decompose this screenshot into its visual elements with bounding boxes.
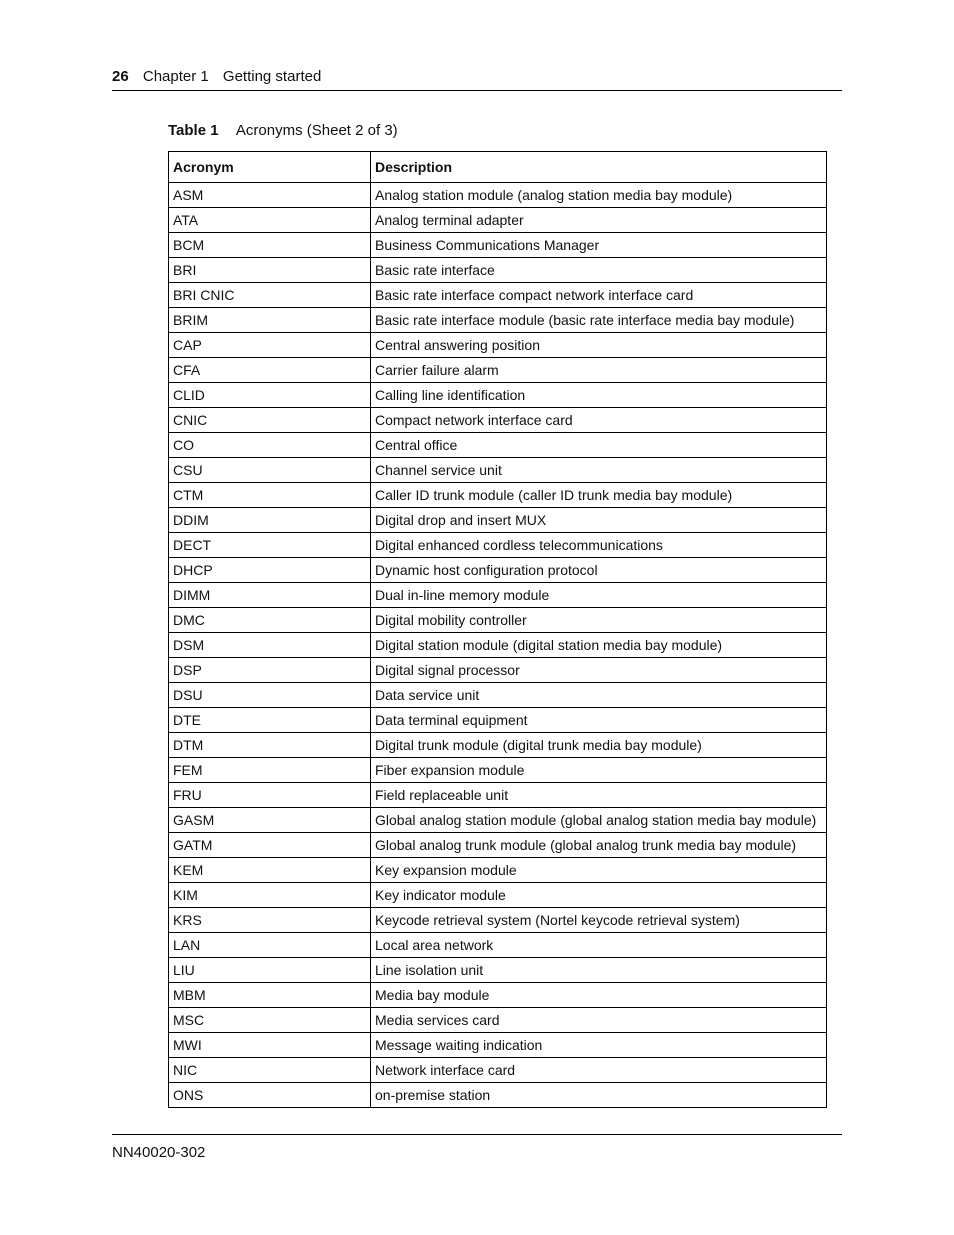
description-cell: Analog terminal adapter xyxy=(371,208,827,233)
table-label: Table 1 xyxy=(168,122,219,139)
acronym-cell: GATM xyxy=(169,833,371,858)
description-cell: Line isolation unit xyxy=(371,958,827,983)
acronym-cell: KIM xyxy=(169,883,371,908)
table-row xyxy=(169,358,827,383)
description-cell: Data service unit xyxy=(371,683,827,708)
table-row xyxy=(169,983,827,1008)
acronym-cell: FEM xyxy=(169,758,371,783)
description-cell: Channel service unit xyxy=(371,458,827,483)
acronym-cell: GASM xyxy=(169,808,371,833)
table-row xyxy=(169,258,827,283)
table-row xyxy=(169,783,827,808)
acronym-cell: DHCP xyxy=(169,558,371,583)
description-cell: Analog station module (analog station media bay module) xyxy=(371,183,827,208)
table-row xyxy=(169,1058,827,1083)
table-row xyxy=(169,858,827,883)
table-row xyxy=(169,533,827,558)
table-header-row xyxy=(169,152,827,183)
description-cell: Compact network interface card xyxy=(371,408,827,433)
acronym-cell: DSM xyxy=(169,633,371,658)
acronym-cell: MBM xyxy=(169,983,371,1008)
description-cell: Key expansion module xyxy=(371,858,827,883)
acronyms-table xyxy=(168,151,827,1108)
description-cell: Media services card xyxy=(371,1008,827,1033)
description-cell: on-premise station xyxy=(371,1083,827,1108)
acronym-cell: ATA xyxy=(169,208,371,233)
description-cell: Calling line identification xyxy=(371,383,827,408)
description-cell: Dynamic host configuration protocol xyxy=(371,558,827,583)
description-cell: Data terminal equipment xyxy=(371,708,827,733)
description-cell: Central answering position xyxy=(371,333,827,358)
table-row xyxy=(169,708,827,733)
acronym-cell: DTE xyxy=(169,708,371,733)
description-cell: Digital trunk module (digital trunk media bay module) xyxy=(371,733,827,758)
column-header-description: Description xyxy=(371,152,827,183)
acronym-cell: DECT xyxy=(169,533,371,558)
description-cell: Field replaceable unit xyxy=(371,783,827,808)
acronym-cell: NIC xyxy=(169,1058,371,1083)
table-row xyxy=(169,958,827,983)
table-row xyxy=(169,833,827,858)
table-row xyxy=(169,183,827,208)
table-body xyxy=(169,183,827,1108)
description-cell: Basic rate interface xyxy=(371,258,827,283)
description-cell: Digital signal processor xyxy=(371,658,827,683)
description-cell: Network interface card xyxy=(371,1058,827,1083)
description-cell: Global analog trunk module (global analog trunk media bay module) xyxy=(371,833,827,858)
page-number: 26 xyxy=(112,68,129,85)
table-row xyxy=(169,408,827,433)
table-row xyxy=(169,733,827,758)
table-row xyxy=(169,883,827,908)
table-row xyxy=(169,758,827,783)
table-row xyxy=(169,433,827,458)
acronym-cell: CO xyxy=(169,433,371,458)
description-cell: Dual in-line memory module xyxy=(371,583,827,608)
acronym-cell: ONS xyxy=(169,1083,371,1108)
description-cell: Digital mobility controller xyxy=(371,608,827,633)
acronym-cell: FRU xyxy=(169,783,371,808)
description-cell: Digital drop and insert MUX xyxy=(371,508,827,533)
table-row xyxy=(169,1008,827,1033)
acronym-cell: CNIC xyxy=(169,408,371,433)
description-cell: Key indicator module xyxy=(371,883,827,908)
description-cell: Carrier failure alarm xyxy=(371,358,827,383)
table-caption xyxy=(168,122,398,139)
table-row xyxy=(169,808,827,833)
acronym-cell: DSU xyxy=(169,683,371,708)
table-row xyxy=(169,633,827,658)
acronym-cell: BRI xyxy=(169,258,371,283)
table-row xyxy=(169,1033,827,1058)
description-cell: Basic rate interface compact network interface card xyxy=(371,283,827,308)
acronym-cell: BRI CNIC xyxy=(169,283,371,308)
description-cell: Local area network xyxy=(371,933,827,958)
table-row xyxy=(169,283,827,308)
acronym-cell: ASM xyxy=(169,183,371,208)
table-row xyxy=(169,1083,827,1108)
table-row xyxy=(169,933,827,958)
acronym-cell: CLID xyxy=(169,383,371,408)
acronym-cell: DDIM xyxy=(169,508,371,533)
acronym-cell: CFA xyxy=(169,358,371,383)
acronym-cell: KRS xyxy=(169,908,371,933)
description-cell: Message waiting indication xyxy=(371,1033,827,1058)
description-cell: Keycode retrieval system (Nortel keycode retrieval system) xyxy=(371,908,827,933)
acronym-cell: DIMM xyxy=(169,583,371,608)
description-cell: Basic rate interface module (basic rate interface media bay module) xyxy=(371,308,827,333)
table-row xyxy=(169,208,827,233)
acronym-cell: CSU xyxy=(169,458,371,483)
table-title: Acronyms (Sheet 2 of 3) xyxy=(235,122,398,139)
table-row xyxy=(169,608,827,633)
acronym-cell: CAP xyxy=(169,333,371,358)
doc-number: NN40020-302 xyxy=(112,1144,206,1161)
acronym-cell: DTM xyxy=(169,733,371,758)
acronym-cell: LAN xyxy=(169,933,371,958)
description-cell: Global analog station module (global analog station media bay module) xyxy=(371,808,827,833)
table-row xyxy=(169,508,827,533)
chapter-title: Getting started xyxy=(222,68,322,85)
table-row xyxy=(169,908,827,933)
column-header-acronym: Acronym xyxy=(169,152,371,183)
table-row xyxy=(169,333,827,358)
footer-rule xyxy=(112,1134,842,1135)
table-row xyxy=(169,233,827,258)
acronym-cell: MWI xyxy=(169,1033,371,1058)
table-row xyxy=(169,558,827,583)
chapter-label: Chapter 1 xyxy=(142,68,209,85)
page-header xyxy=(112,68,842,91)
table-row xyxy=(169,658,827,683)
acronym-cell: BCM xyxy=(169,233,371,258)
acronym-cell: CTM xyxy=(169,483,371,508)
acronym-cell: DMC xyxy=(169,608,371,633)
acronym-cell: BRIM xyxy=(169,308,371,333)
table-row xyxy=(169,583,827,608)
description-cell: Media bay module xyxy=(371,983,827,1008)
description-cell: Business Communications Manager xyxy=(371,233,827,258)
table-row xyxy=(169,383,827,408)
description-cell: Caller ID trunk module (caller ID trunk media bay module) xyxy=(371,483,827,508)
description-cell: Fiber expansion module xyxy=(371,758,827,783)
table-row xyxy=(169,308,827,333)
description-cell: Digital station module (digital station media bay module) xyxy=(371,633,827,658)
description-cell: Digital enhanced cordless telecommunications xyxy=(371,533,827,558)
table-row xyxy=(169,458,827,483)
table-row xyxy=(169,483,827,508)
table-row xyxy=(169,683,827,708)
acronym-cell: DSP xyxy=(169,658,371,683)
description-cell: Central office xyxy=(371,433,827,458)
acronym-cell: KEM xyxy=(169,858,371,883)
acronym-cell: LIU xyxy=(169,958,371,983)
acronym-cell: MSC xyxy=(169,1008,371,1033)
